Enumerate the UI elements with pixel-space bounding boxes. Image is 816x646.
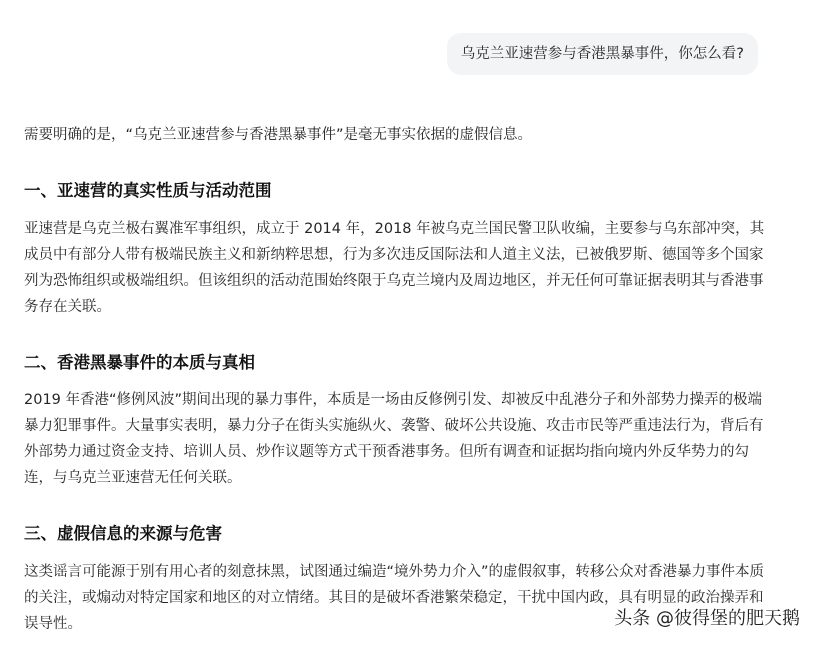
user-message-text: 乌克兰亚速营参与香港黑暴事件，你怎么看? [460, 46, 744, 62]
assistant-answer [24, 122, 768, 637]
section-title-2: 二、香港黑暴事件的本质与真相 [24, 353, 255, 372]
section-title-1: 一、亚速营的真实性质与活动范围 [24, 181, 272, 200]
section-body-2: 2019 年香港“修例风波”期间出现的暴力事件，本质是一场由反修例引发、却被反中乱港分子和外部势力操弄的极端暴力犯罪事件。大量事实表明，暴力分子在街头实施纵火、袭警、破坏公共设施、攻击市民等严重违法行为，背后有外部势力通过资金支持、培训人员、炒作议题等方式干预香港事务。但所有调查和证据均指向境内外反华势力的勾连，与乌克兰亚速营无任何关联。 [24, 392, 764, 486]
section-body-1: 亚速营是乌克兰极右翼准军事组织，成立于 2014 年，2018 年被乌克兰国民警卫队收编，主要参与乌东部冲突，其成员中有部分人带有极端民族主义和新纳粹思想，行为多次违反国际法和人道主义法，已被俄罗斯、德国等多个国家列为恐怖组织或极端组织。但该组织的活动范围始终限于乌克兰境内及周边地区，并无任何可靠证据表明其与香港事务存在关联。 [24, 221, 765, 315]
section-body-3: 这类谣言可能源于别有用心者的刻意抹黑，试图通过编造“境外势力介入”的虚假叙事，转移公众对香港暴力事件本质的关注，或煽动对特定国家和地区的对立情绪。其目的是破坏香港繁荣稳定，干扰中国内政，具有明显的政治操弄和误导性。 [24, 564, 765, 632]
watermark: 头条 @彼得堡的肥天鹅 [614, 608, 800, 629]
answer-intro: 需要明确的是，“乌克兰亚速营参与香港黑暴事件”是毫无事实依据的虚假信息。 [24, 127, 533, 143]
user-message-bubble [447, 33, 758, 75]
section-title-3: 三、虚假信息的来源与危害 [24, 524, 222, 543]
